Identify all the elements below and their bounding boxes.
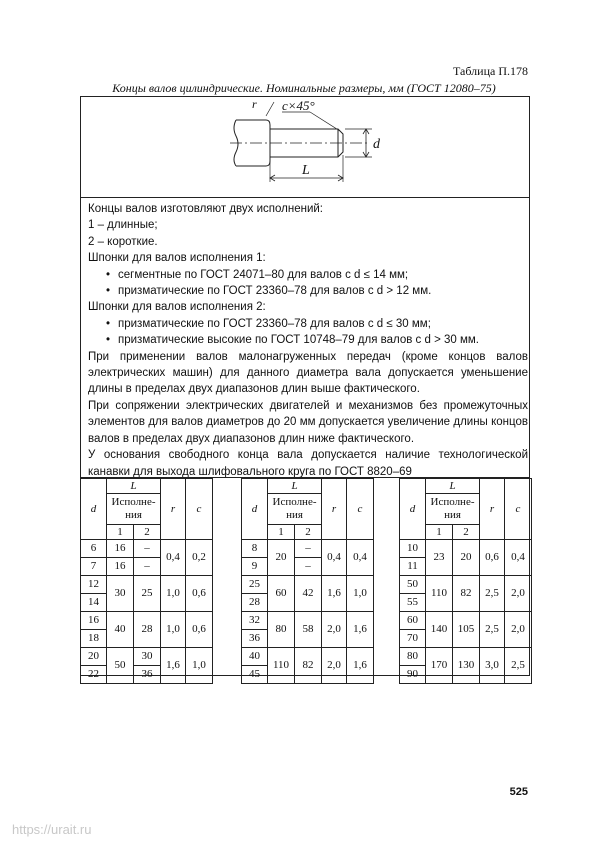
- cell-L2: 82: [295, 648, 322, 684]
- header-execution: Исполне-ния: [107, 494, 161, 525]
- header-execution-1: 1: [426, 525, 453, 540]
- table-row: [81, 576, 213, 594]
- cell-d: 45: [242, 666, 268, 684]
- table-row: [81, 648, 213, 666]
- table-row: [400, 576, 532, 594]
- cell-c: 2,0: [505, 576, 532, 612]
- cell-d: 16: [81, 612, 107, 630]
- cell-L1: 50: [107, 648, 134, 684]
- cell-L1: 16: [107, 558, 134, 576]
- table-row: [81, 540, 213, 558]
- cell-r: 1,6: [161, 648, 186, 684]
- cell-L2: 58: [295, 612, 322, 648]
- text-paragraph: У основания свободного конца вала допускается наличие технологической канавки для выхода шлифовального круга по ГОСТ 8820–69: [88, 449, 528, 478]
- header-execution-2: 2: [295, 525, 322, 540]
- cell-r: 1,6: [322, 576, 347, 612]
- cell-c: 1,0: [347, 576, 374, 612]
- bullet-item: • сегментные по ГОСТ 24071–80 для валов с d ≤ 14 мм;: [88, 267, 528, 283]
- cell-r: 2,5: [480, 576, 505, 612]
- bullet-item: • призматические высокие по ГОСТ 10748–79 для валов с d > 30 мм.: [88, 332, 528, 348]
- bullet-item: • призматические по ГОСТ 23360–78 для валов с d > 12 мм.: [88, 283, 528, 299]
- cell-L2: –: [134, 558, 161, 576]
- header-r: r: [322, 479, 347, 540]
- cell-c: 1,6: [347, 612, 374, 648]
- cell-r: 2,0: [322, 648, 347, 684]
- cell-d: 9: [242, 558, 268, 576]
- header-d: d: [81, 479, 107, 540]
- header-L: L: [426, 479, 480, 494]
- cell-L2: 42: [295, 576, 322, 612]
- table-number: Таблица П.178: [453, 64, 528, 78]
- cell-d: 14: [81, 594, 107, 612]
- cell-d: 28: [242, 594, 268, 612]
- cell-d: 8: [242, 540, 268, 558]
- cell-c: 0,4: [347, 540, 374, 576]
- table-row: [242, 612, 374, 630]
- cell-L2: 36: [134, 666, 161, 684]
- text-paragraph: Шпонки для валов исполнения 1:: [88, 252, 266, 265]
- text-paragraph: Шпонки для валов исполнения 2:: [88, 301, 266, 314]
- bullet-item: • призматические по ГОСТ 23360–78 для валов с d ≤ 30 мм;: [88, 316, 528, 332]
- cell-L2: 30: [134, 648, 161, 666]
- cell-L1: 110: [268, 648, 295, 684]
- cell-L2: –: [295, 540, 322, 558]
- cell-r: 3,0: [480, 648, 505, 684]
- header-execution-1: 1: [268, 525, 295, 540]
- cell-d: 70: [400, 630, 426, 648]
- cell-L2: 130: [453, 648, 480, 684]
- table-row: [400, 648, 532, 666]
- cell-r: 1,0: [161, 612, 186, 648]
- cell-r: 0,6: [480, 540, 505, 576]
- cell-L2: –: [295, 558, 322, 576]
- cell-c: 1,6: [347, 648, 374, 684]
- cell-d: 25: [242, 576, 268, 594]
- cell-L1: 20: [268, 540, 295, 576]
- header-execution-1: 1: [107, 525, 134, 540]
- shaft-drawing: [220, 98, 400, 194]
- cell-d: 50: [400, 576, 426, 594]
- cell-d: 90: [400, 666, 426, 684]
- header-execution: Исполне-ния: [426, 494, 480, 525]
- label-r: r: [252, 98, 257, 111]
- header-c: c: [505, 479, 532, 540]
- text-paragraph: При сопряжении электрических двигателей и механизмов без промежуточных элементов для валов диаметров до 20 мм допускается увеличение длины концов валов в пределах двух диапазонов длин ниже фактического.: [88, 399, 528, 445]
- cell-d: 11: [400, 558, 426, 576]
- cell-d: 55: [400, 594, 426, 612]
- cell-L1: 170: [426, 648, 453, 684]
- header-execution-2: 2: [134, 525, 161, 540]
- table-row: [400, 540, 532, 558]
- cell-L1: 30: [107, 576, 134, 612]
- label-chamfer: c×45°: [282, 98, 315, 113]
- cell-c: 2,5: [505, 648, 532, 684]
- text-paragraph: Концы валов изготовляют двух исполнений:: [88, 203, 323, 215]
- header-c: c: [186, 479, 213, 540]
- cell-L1: 23: [426, 540, 453, 576]
- cell-L1: 140: [426, 612, 453, 648]
- cell-d: 80: [400, 648, 426, 666]
- cell-L2: 28: [134, 612, 161, 648]
- header-r: r: [161, 479, 186, 540]
- text-paragraph: 2 – короткие.: [88, 235, 158, 248]
- cell-d: 60: [400, 612, 426, 630]
- cell-r: 2,0: [322, 612, 347, 648]
- cell-d: 6: [81, 540, 107, 558]
- header-L: L: [268, 479, 322, 494]
- text-paragraph: 1 – длинные;: [88, 219, 158, 232]
- cell-r: 1,0: [161, 576, 186, 612]
- description-text: [88, 201, 528, 480]
- label-L: L: [302, 163, 310, 178]
- cell-L2: 20: [453, 540, 480, 576]
- cell-c: 2,0: [505, 612, 532, 648]
- page-number: 525: [509, 786, 528, 798]
- header-d: d: [400, 479, 426, 540]
- label-d: d: [373, 137, 380, 152]
- header-c: c: [347, 479, 374, 540]
- cell-d: 22: [81, 666, 107, 684]
- table-row: [242, 540, 374, 558]
- table-caption: Концы валов цилиндрические. Номинальные размеры, мм (ГОСТ 12080–75): [112, 81, 496, 95]
- cell-d: 20: [81, 648, 107, 666]
- table-row: [242, 576, 374, 594]
- cell-c: 0,6: [186, 576, 213, 612]
- table-row: [81, 612, 213, 630]
- cell-L1: 40: [107, 612, 134, 648]
- cell-c: 0,6: [186, 612, 213, 648]
- header-r: r: [480, 479, 505, 540]
- cell-L2: 25: [134, 576, 161, 612]
- cell-L1: 60: [268, 576, 295, 612]
- cell-d: 12: [81, 576, 107, 594]
- cell-d: 7: [81, 558, 107, 576]
- header-L: L: [107, 479, 161, 494]
- table-row: [400, 612, 532, 630]
- cell-L1: 110: [426, 576, 453, 612]
- cell-r: 0,4: [161, 540, 186, 576]
- header-execution-2: 2: [453, 525, 480, 540]
- cell-L2: –: [134, 540, 161, 558]
- cell-r: 2,5: [480, 612, 505, 648]
- dimensions-table-2: [241, 478, 374, 684]
- cell-d: 18: [81, 630, 107, 648]
- dimensions-table-3: [399, 478, 532, 684]
- cell-L2: 82: [453, 576, 480, 612]
- cell-L2: 105: [453, 612, 480, 648]
- cell-c: 1,0: [186, 648, 213, 684]
- table-row: [242, 648, 374, 666]
- cell-c: 0,2: [186, 540, 213, 576]
- header-d: d: [242, 479, 268, 540]
- cell-r: 0,4: [322, 540, 347, 576]
- text-paragraph: При применении валов малонагруженных передач (кроме концов валов электрических машин) для данного диаметра вала допускается уменьшение длины в пределах двух диапазонов длин выше фактического.: [88, 350, 528, 396]
- cell-d: 10: [400, 540, 426, 558]
- watermark: https://urait.ru: [12, 822, 92, 837]
- dimensions-table-1: [80, 478, 213, 684]
- header-execution: Исполне-ния: [268, 494, 322, 525]
- cell-c: 0,4: [505, 540, 532, 576]
- drawing-divider: [80, 197, 530, 198]
- cell-d: 40: [242, 648, 268, 666]
- cell-L1: 16: [107, 540, 134, 558]
- cell-d: 36: [242, 630, 268, 648]
- cell-d: 32: [242, 612, 268, 630]
- cell-L1: 80: [268, 612, 295, 648]
